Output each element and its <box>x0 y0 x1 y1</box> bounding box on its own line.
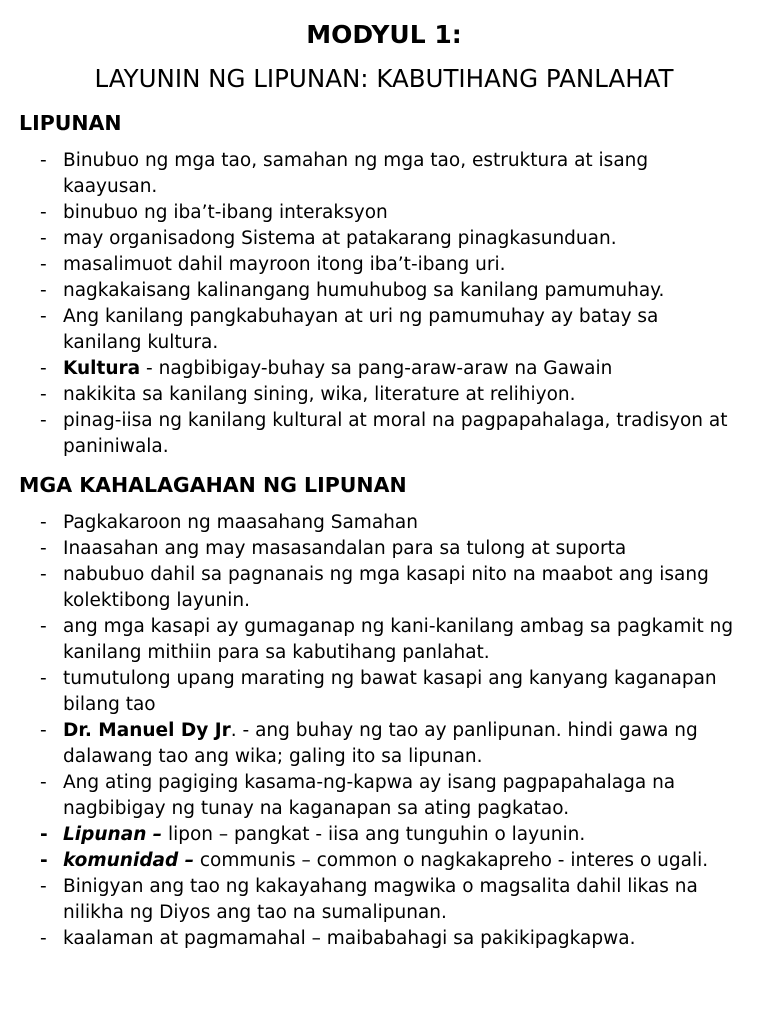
item-text: may organisadong Sistema at patakarang pinagkasunduan. <box>63 228 617 249</box>
section-heading-kahalagahan: MGA KAHALAGAHAN NG LIPUNAN <box>19 473 407 497</box>
bullet-dash: - <box>40 850 48 871</box>
bullet-dash: - <box>40 772 47 793</box>
item-text: Binigyan ang tao ng kakayahang magwika o magsalita dahil likas na nilikha ng Diyos ang tao na sumalipunan. <box>63 876 698 923</box>
list-item <box>0 252 768 278</box>
bullet-dash: - <box>40 280 47 301</box>
lipunan-list <box>0 148 768 460</box>
item-text: Inaasahan ang may masasandalan para sa tulong at suporta <box>63 538 627 559</box>
bullet-dash: - <box>40 150 47 171</box>
bullet-dash: - <box>40 824 48 845</box>
item-text: ang mga kasapi ay gumaganap ng kani-kanilang ambag sa pagkamit ng kanilang mithiin para sa kabutihang panlahat. <box>63 616 734 663</box>
module-subtitle: LAYUNIN NG LIPUNAN: KABUTIHANG PANLAHAT <box>94 64 674 93</box>
bullet-dash: - <box>40 512 47 533</box>
section-heading-lipunan: LIPUNAN <box>19 111 122 135</box>
list-item <box>0 614 768 666</box>
item-term: Lipunan – <box>63 824 163 845</box>
list-item <box>0 278 768 304</box>
list-item <box>0 848 768 874</box>
list-item <box>0 408 768 460</box>
item-text: tumutulong upang marating ng bawat kasapi ang kanyang kaganapan bilang tao <box>63 668 717 715</box>
item-text: - nagbibigay-buhay sa pang-araw-araw na Gawain <box>140 358 613 379</box>
list-item <box>0 770 768 822</box>
item-text: binubuo ng iba’t-ibang interaksyon <box>63 202 388 223</box>
bullet-dash: - <box>40 358 47 379</box>
bullet-dash: - <box>40 720 47 741</box>
item-text: lipon – pangkat - iisa ang tunguhin o layunin. <box>162 824 586 845</box>
module-title: MODYUL 1: <box>306 20 462 49</box>
list-item <box>0 926 768 952</box>
bullet-dash: - <box>40 616 47 637</box>
list-item <box>0 356 768 382</box>
bullet-dash: - <box>40 384 47 405</box>
list-item <box>0 304 768 356</box>
item-text: nagkakaisang kalinangang humuhubog sa kanilang pamumuhay. <box>63 280 665 301</box>
bullet-dash: - <box>40 306 47 327</box>
list-item <box>0 200 768 226</box>
item-text: Ang kanilang pangkabuhayan at uri ng pamumuhay ay batay sa kanilang kultura. <box>63 306 659 353</box>
bullet-dash: - <box>40 202 47 223</box>
item-text: Binubuo ng mga tao, samahan ng mga tao, estruktura at isang kaayusan. <box>63 150 649 197</box>
bullet-dash: - <box>40 564 47 585</box>
bullet-dash: - <box>40 228 47 249</box>
list-item <box>0 148 768 200</box>
bullet-dash: - <box>40 668 47 689</box>
list-item <box>0 382 768 408</box>
item-text: Pagkakaroon ng maasahang Samahan <box>63 512 418 533</box>
bullet-dash: - <box>40 410 47 431</box>
item-text: kaalaman at pagmamahal – maibabahagi sa pakikipagkapwa. <box>63 928 636 949</box>
kahalagahan-list <box>0 510 768 952</box>
bullet-dash: - <box>40 876 47 897</box>
list-item <box>0 562 768 614</box>
item-text: pinag-iisa ng kanilang kultural at moral na pagpapahalaga, tradisyon at paniniwala. <box>63 410 728 457</box>
list-item <box>0 874 768 926</box>
item-text: nabubuo dahil sa pagnanais ng mga kasapi nito na maabot ang isang kolektibong layunin. <box>63 564 709 611</box>
bullet-dash: - <box>40 928 47 949</box>
item-term: komunidad – <box>63 850 194 871</box>
bullet-dash: - <box>40 254 47 275</box>
list-item <box>0 718 768 770</box>
item-text: nakikita sa kanilang sining, wika, literature at relihiyon. <box>63 384 576 405</box>
list-item <box>0 536 768 562</box>
list-item <box>0 666 768 718</box>
list-item <box>0 226 768 252</box>
item-text: communis – common o nagkakapreho - interes o ugali. <box>193 850 709 871</box>
list-item <box>0 822 768 848</box>
list-item <box>0 510 768 536</box>
item-text: masalimuot dahil mayroon itong iba’t-ibang uri. <box>63 254 506 275</box>
item-text: . - ang buhay ng tao ay panlipunan. hindi gawa ng dalawang tao ang wika; galing ito sa lipunan. <box>63 720 698 767</box>
item-term: Dr. Manuel Dy Jr <box>63 720 231 741</box>
item-text: Ang ating pagiging kasama-ng-kapwa ay isang pagpapahalaga na nagbibigay ng tunay na kaganapan sa ating pagkatao. <box>63 772 676 819</box>
item-term: Kultura <box>63 358 141 379</box>
bullet-dash: - <box>40 538 47 559</box>
